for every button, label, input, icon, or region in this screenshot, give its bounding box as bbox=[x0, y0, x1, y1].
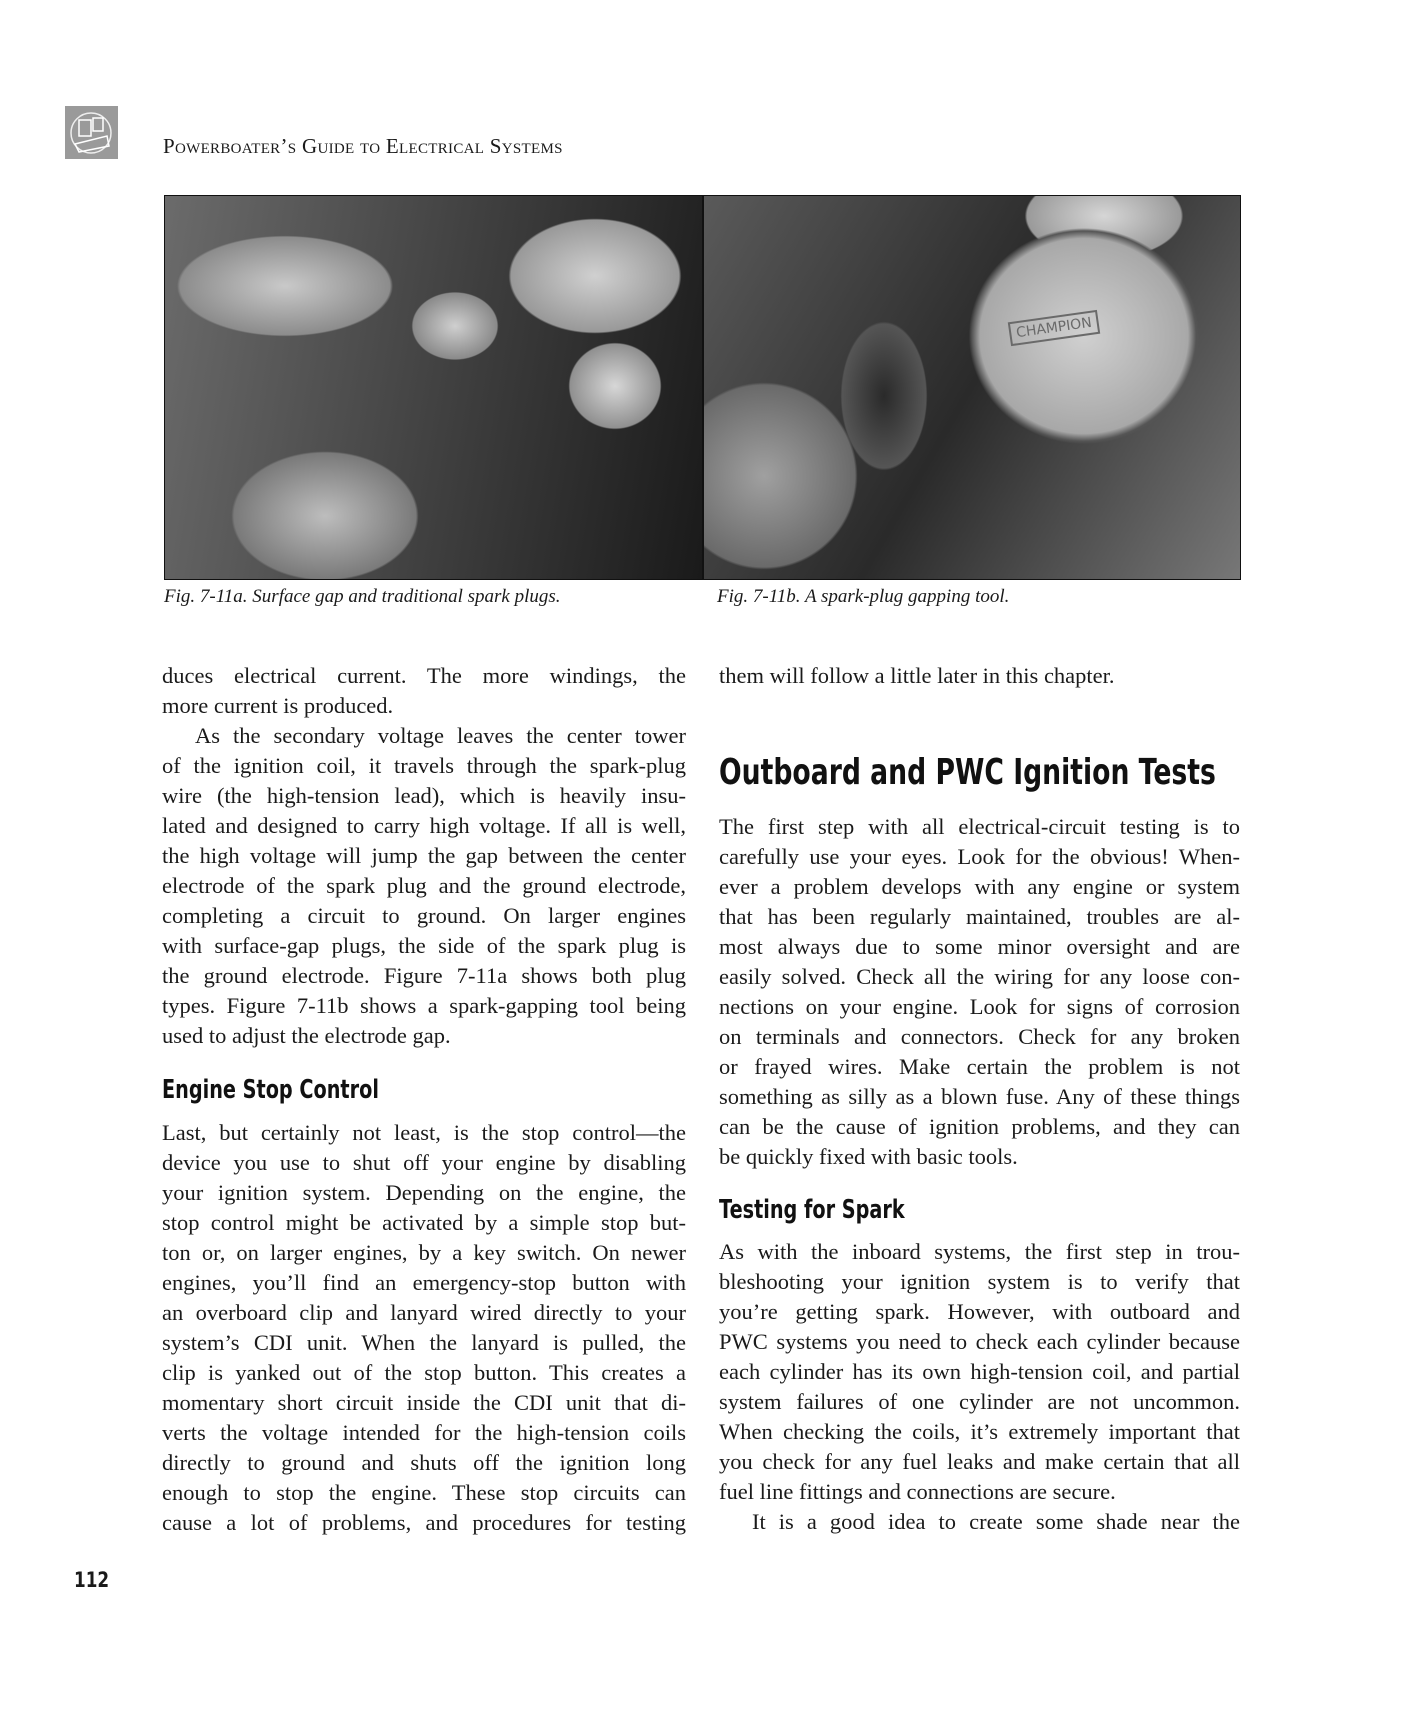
text-line: system’s CDI unit. When the lanyard is pulled, the bbox=[162, 1330, 686, 1355]
running-head-part: E bbox=[385, 134, 400, 158]
text-line: The first step with all electrical-circuit testing is to bbox=[719, 814, 1240, 839]
figure-photos bbox=[164, 195, 1241, 580]
text-line: fuel line fittings and connections are secure. bbox=[719, 1479, 1116, 1504]
text-line: cause a lot of problems, and procedures for testing bbox=[162, 1510, 686, 1535]
photo-gapping-tool bbox=[704, 196, 1240, 579]
heading-testing-for-spark: Testing for Spark bbox=[719, 1195, 905, 1225]
text-line: be quickly fixed with basic tools. bbox=[719, 1144, 1018, 1169]
text-line: When checking the coils, it’s extremely important that bbox=[719, 1419, 1240, 1444]
text-line: completing a circuit to ground. On larger engines bbox=[162, 903, 686, 928]
running-head-part: uide to bbox=[317, 134, 386, 158]
text-line: you check for any fuel leaks and make certain that all bbox=[719, 1449, 1240, 1474]
text-line: most always due to some minor oversight and are bbox=[719, 934, 1240, 959]
text-line: more current is produced. bbox=[162, 693, 394, 718]
text-line: wire (the high-tension lead), which is heavily insu- bbox=[162, 783, 686, 808]
section-heading: Outboard and PWC Ignition Tests bbox=[719, 752, 1216, 793]
text-line: the high voltage will jump the gap between the center bbox=[162, 843, 686, 868]
text-line: types. Figure 7-11b shows a spark-gapping tool being bbox=[162, 993, 686, 1018]
text-line: Last, but certainly not least, is the stop control—the bbox=[162, 1120, 686, 1145]
heading-engine-stop-control: Engine Stop Control bbox=[162, 1075, 379, 1105]
running-head-part: P bbox=[163, 134, 175, 158]
figure-caption-a: Fig. 7-11a. Surface gap and traditional spark plugs. bbox=[164, 586, 561, 607]
text-line: verts the voltage intended for the high-tension coils bbox=[162, 1420, 686, 1445]
text-line: something as silly as a blown fuse. Any of these things bbox=[719, 1084, 1240, 1109]
text-line: or frayed wires. Make certain the problem is not bbox=[719, 1054, 1240, 1079]
text-line: with surface-gap plugs, the side of the spark plug is bbox=[162, 933, 686, 958]
text-line: bleshooting your ignition system is to verify that bbox=[719, 1269, 1240, 1294]
text-line: used to adjust the electrode gap. bbox=[162, 1023, 451, 1048]
photo-spark-plugs bbox=[165, 196, 704, 579]
text-line: It is a good idea to create some shade near the bbox=[752, 1509, 1240, 1534]
text-line: stop control might be activated by a simple stop but- bbox=[162, 1210, 686, 1235]
text-line: system failures of one cylinder are not uncommon. bbox=[719, 1389, 1240, 1414]
text-line: on terminals and connectors. Check for any broken bbox=[719, 1024, 1240, 1049]
gapping-tool-logo: CHAMPION bbox=[1008, 310, 1100, 346]
text-line: momentary short circuit inside the CDI unit that di- bbox=[162, 1390, 686, 1415]
text-line: the ground electrode. Figure 7-11a shows both plug bbox=[162, 963, 686, 988]
text-line: of the ignition coil, it travels through the spark-plug bbox=[162, 753, 686, 778]
text-line: them will follow a little later in this chapter. bbox=[719, 663, 1115, 688]
text-line: engines, you’ll find an emergency-stop button with bbox=[162, 1270, 686, 1295]
text-line: ton or, on larger engines, by a key switch. On newer bbox=[162, 1240, 686, 1265]
text-line: lated and designed to carry high voltage. If all is well, bbox=[162, 813, 686, 838]
page-number: 112 bbox=[74, 1568, 110, 1592]
running-head-part: S bbox=[489, 134, 502, 158]
text-line: each cylinder has its own high-tension coil, and partial bbox=[719, 1359, 1240, 1384]
running-head-part: ystems bbox=[501, 134, 563, 158]
text-line: As with the inboard systems, the first step in trou- bbox=[719, 1239, 1240, 1264]
text-line: you’re getting spark. However, with outboard and bbox=[719, 1299, 1240, 1324]
text-line: duces electrical current. The more windings, the bbox=[162, 663, 686, 688]
running-head bbox=[163, 134, 563, 159]
text-line: electrode of the spark plug and the ground electrode, bbox=[162, 873, 686, 898]
text-line: your ignition system. Depending on the engine, the bbox=[162, 1180, 686, 1205]
text-line: enough to stop the engine. These stop circuits can bbox=[162, 1480, 686, 1505]
text-line: As the secondary voltage leaves the center tower bbox=[195, 723, 686, 748]
text-line: PWC systems you need to check each cylinder because bbox=[719, 1329, 1240, 1354]
running-head-part: owerboater’s bbox=[174, 134, 302, 158]
chapter-logo-icon bbox=[65, 106, 118, 159]
text-line: directly to ground and shuts off the ignition long bbox=[162, 1450, 686, 1475]
text-line: can be the cause of ignition problems, and they can bbox=[719, 1114, 1240, 1139]
text-line: ever a problem develops with any engine or system bbox=[719, 874, 1240, 899]
text-line: easily solved. Check all the wiring for any loose con- bbox=[719, 964, 1240, 989]
figure-caption-b: Fig. 7-11b. A spark-plug gapping tool. bbox=[717, 586, 1010, 607]
text-line: an overboard clip and lanyard wired directly to your bbox=[162, 1300, 686, 1325]
text-line: device you use to shut off your engine by disabling bbox=[162, 1150, 686, 1175]
text-line: that has been regularly maintained, troubles are al- bbox=[719, 904, 1240, 929]
text-line: carefully use your eyes. Look for the obvious! When- bbox=[719, 844, 1240, 869]
text-line: nections on your engine. Look for signs of corrosion bbox=[719, 994, 1240, 1019]
text-line: clip is yanked out of the stop button. This creates a bbox=[162, 1360, 686, 1385]
running-head-part: lectrical bbox=[399, 134, 490, 158]
running-head-part: G bbox=[301, 134, 318, 158]
